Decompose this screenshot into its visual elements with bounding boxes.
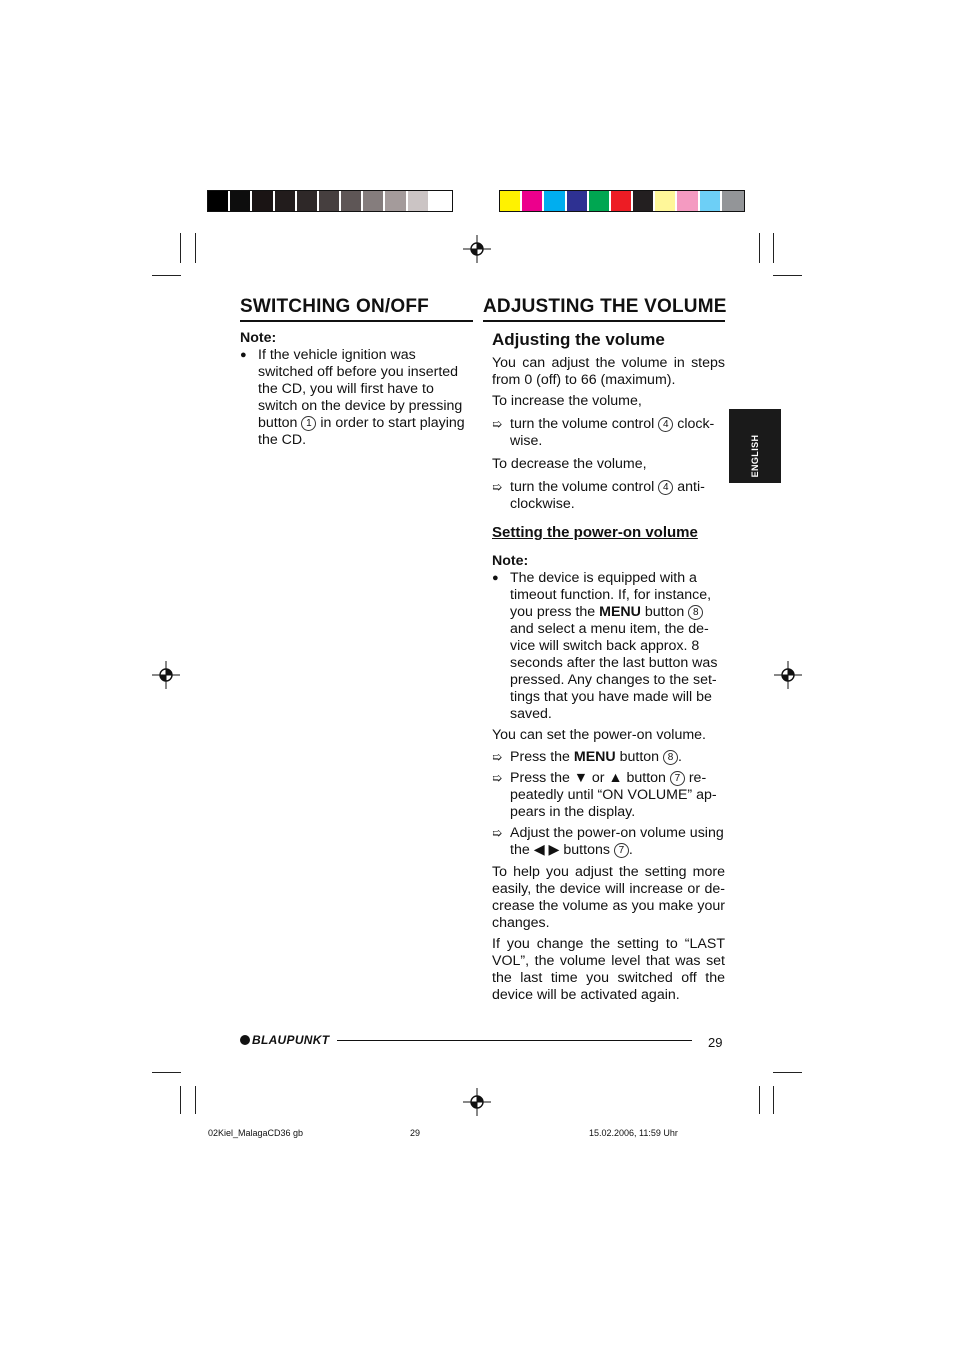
color-swatch xyxy=(700,191,722,211)
control-number-badge: 4 xyxy=(658,480,673,495)
color-swatch xyxy=(567,191,589,211)
control-number-badge: 4 xyxy=(658,417,673,432)
color-swatch xyxy=(363,191,385,211)
crop-mark xyxy=(759,1086,760,1114)
color-swatch xyxy=(611,191,633,211)
subsection-title: Adjusting the volume xyxy=(492,330,665,349)
color-swatch xyxy=(633,191,655,211)
bullet-icon: ● xyxy=(240,349,247,361)
instruction-text: turn the volume control xyxy=(510,416,655,432)
color-swatch xyxy=(589,191,611,211)
step-text: Press the xyxy=(510,770,570,786)
color-swatch xyxy=(544,191,566,211)
heading-rule-right xyxy=(483,320,725,322)
step-3 xyxy=(492,825,725,859)
note-text: The device is equipped with a timeout function. If, for instance, you press the xyxy=(510,570,712,620)
arrow-right-icon: ➯ xyxy=(492,750,503,764)
color-swatch xyxy=(408,191,430,211)
section-title-left: SWITCHING ON/OFF xyxy=(240,296,429,317)
color-swatch xyxy=(252,191,274,211)
note-label: Note: xyxy=(492,553,529,569)
button-number-badge: 8 xyxy=(663,750,678,765)
color-swatch xyxy=(677,191,699,211)
color-swatch xyxy=(500,191,522,211)
right-column xyxy=(492,330,725,1004)
color-swatch xyxy=(722,191,744,211)
intro-paragraph: You can adjust the volume in steps from 0 (off) to 66 (maximum). xyxy=(492,355,725,388)
step-2 xyxy=(492,770,725,821)
color-swatch xyxy=(230,191,252,211)
bullet-icon: ● xyxy=(492,572,499,584)
can-set-text: You can set the power-on volume. xyxy=(492,727,706,743)
crop-mark xyxy=(195,233,196,263)
crop-mark xyxy=(152,275,181,276)
last-vol-paragraph: If you change the setting to “LAST VOL”, the volume level that was set the last time you switched off the device will be activated again. xyxy=(492,936,725,1003)
menu-keyword: MENU xyxy=(573,749,616,765)
footer-rule xyxy=(337,1040,692,1041)
step-text: button xyxy=(626,770,666,786)
language-tab xyxy=(729,409,781,483)
slug-page: 29 xyxy=(410,1128,421,1138)
color-swatch xyxy=(341,191,363,211)
arrow-right-icon: ➯ xyxy=(492,826,503,840)
note-bullet xyxy=(492,570,725,723)
color-swatch xyxy=(319,191,341,211)
down-arrow-icon: ▼ xyxy=(573,770,588,786)
color-swatch xyxy=(275,191,297,211)
instruction-text: turn the volume control xyxy=(510,479,655,495)
page-number: 29 xyxy=(708,1035,723,1050)
grayscale-color-bar xyxy=(207,190,453,212)
heading-rule-left xyxy=(240,320,473,322)
arrow-right-icon: ➯ xyxy=(492,480,503,494)
step-text: button xyxy=(619,749,660,765)
process-color-bar xyxy=(499,190,745,212)
step-text: re-peatedly until “ON VOLUME” ap-pears in the display. xyxy=(510,770,717,820)
up-arrow-icon: ▲ xyxy=(608,770,623,786)
registration-mark-icon xyxy=(463,1088,491,1116)
color-swatch xyxy=(208,191,230,211)
note-text: and select a menu item, the de-vice will switch back approx. 8 seconds after the last button was pressed. Any changes to the set-tings that you have made will be saved. xyxy=(510,621,718,722)
language-tab-label: ENGLISH xyxy=(750,434,760,478)
arrow-right-icon: ➯ xyxy=(492,417,503,431)
button-number-badge: 1 xyxy=(301,416,316,431)
step-1 xyxy=(492,749,725,766)
logo-text: BLAUPUNKT xyxy=(252,1033,330,1047)
instruction-decrease xyxy=(492,479,725,513)
button-number-badge: 7 xyxy=(670,771,685,786)
step-text: or xyxy=(591,770,605,786)
crop-mark xyxy=(152,1072,181,1073)
left-right-arrows-icon: ◀ ▶ xyxy=(533,842,560,858)
step-text: Press the xyxy=(510,749,570,765)
button-number-badge: 7 xyxy=(614,843,629,858)
slug-date: 15.02.2006, 11:59 Uhr xyxy=(589,1128,678,1138)
button-number-badge: 8 xyxy=(688,605,703,620)
crop-mark xyxy=(180,233,181,263)
registration-mark-icon xyxy=(774,661,802,689)
crop-mark xyxy=(773,275,802,276)
crop-mark xyxy=(773,1086,774,1114)
note-label: Note: xyxy=(240,330,277,346)
color-swatch xyxy=(430,191,452,211)
section-title-right: ADJUSTING THE VOLUME xyxy=(483,296,727,317)
arrow-right-icon: ➯ xyxy=(492,771,503,785)
instruction-text: anti-clockwise. xyxy=(510,479,705,512)
help-paragraph: To help you adjust the setting more easily, the device will increase or de-crease the volume as you make your changes. xyxy=(492,864,725,931)
registration-mark-icon xyxy=(152,661,180,689)
note-text: button xyxy=(644,604,685,620)
increase-label: To increase the volume, xyxy=(492,393,642,409)
crop-mark xyxy=(195,1086,196,1114)
color-swatch xyxy=(522,191,544,211)
color-swatch xyxy=(297,191,319,211)
step-text: . xyxy=(628,842,633,858)
crop-mark xyxy=(773,233,774,263)
step-text: buttons xyxy=(563,842,610,858)
note-text: in order to start playing the CD. xyxy=(258,415,465,448)
left-column xyxy=(240,330,474,449)
menu-keyword: MENU xyxy=(599,604,641,620)
crop-mark xyxy=(759,233,760,263)
crop-mark xyxy=(773,1072,802,1073)
registration-mark-icon xyxy=(463,235,491,263)
slug-filename: 02Kiel_MalagaCD36 gb xyxy=(208,1128,304,1138)
power-on-volume-heading: Setting the power-on volume xyxy=(492,524,698,541)
step-text: . xyxy=(678,749,682,765)
instruction-increase xyxy=(492,416,725,450)
step-text: Adjust the power-on volume using the xyxy=(510,825,724,858)
color-swatch xyxy=(655,191,677,211)
brand-logo xyxy=(240,1033,329,1047)
logo-dot-icon xyxy=(240,1035,250,1045)
instruction-text: clock-wise. xyxy=(510,416,715,449)
note-bullet xyxy=(240,347,474,449)
color-swatch xyxy=(385,191,407,211)
crop-mark xyxy=(180,1086,181,1114)
decrease-label: To decrease the volume, xyxy=(492,456,647,472)
note-text: If the vehicle ignition was switched off before you inserted the CD, you will first have to switch on the device by pressing button xyxy=(258,347,463,431)
